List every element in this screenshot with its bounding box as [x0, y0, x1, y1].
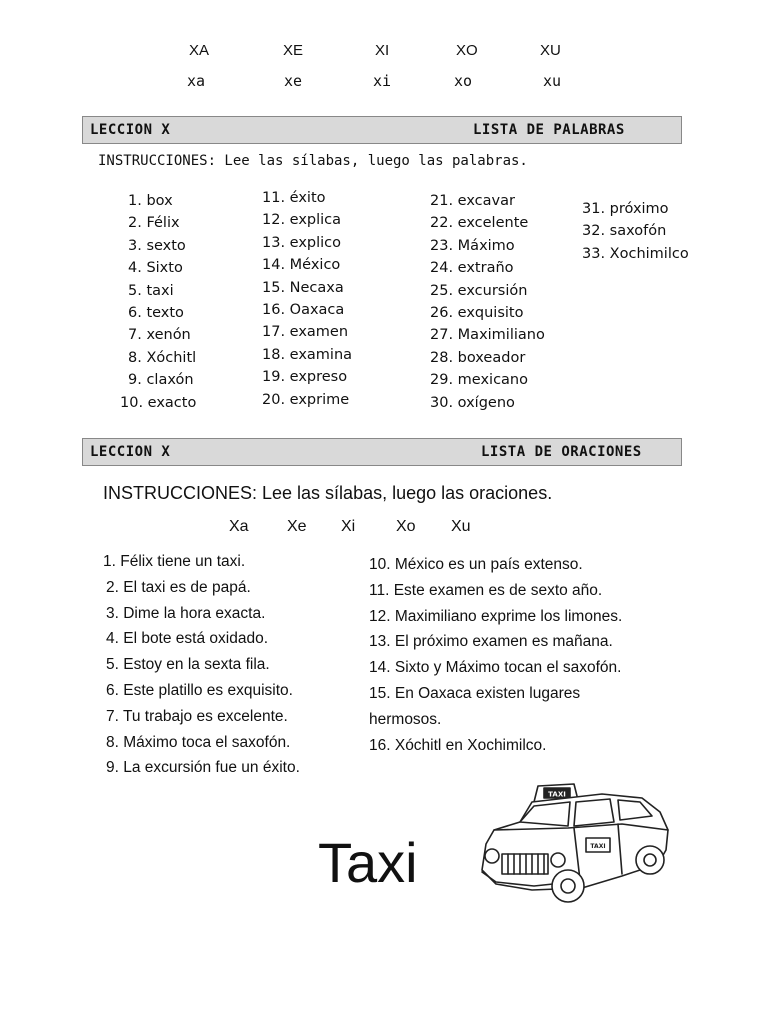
big-word-taxi: Taxi [318, 831, 418, 894]
sentence-item: 3. Dime la hora exacta. [106, 604, 266, 622]
syllable-lower-xa: xa [187, 72, 206, 90]
word-item: 15. Necaxa [262, 279, 344, 296]
sentence-item: 5. Estoy en la sexta fila. [106, 656, 270, 674]
word-item: 13. explico [262, 234, 342, 251]
syllable-xe: Xe [287, 518, 307, 535]
syllable-upper-xu: XU [540, 42, 561, 59]
word-item: 26. exquisito [430, 304, 524, 321]
word-column-4 [582, 198, 689, 265]
word-item: 21. excavar [430, 193, 515, 209]
word-item: 12. explica [262, 212, 342, 229]
taxi-illustration [472, 772, 692, 912]
sentence-item: 11. Este examen es de sexto año. [369, 581, 603, 599]
word-item: 31. próximo [582, 201, 669, 217]
words-instructions: INSTRUCCIONES: Lee las sílabas, luego las palabras. [98, 153, 528, 169]
syllable-upper-xe: XE [283, 42, 304, 59]
word-item: 28. boxeador [430, 349, 526, 366]
syllable-xo: Xo [396, 518, 416, 535]
syllable-xu: Xu [451, 518, 471, 535]
word-item: 23. Máximo [430, 237, 515, 254]
word-column-1 [120, 190, 196, 414]
lesson-words-title: LECCION X [90, 122, 171, 138]
word-column-2 [262, 187, 352, 411]
sentence-item: hermosos. [369, 710, 442, 728]
lesson-words-subtitle: LISTA DE PALABRAS [473, 122, 625, 138]
word-item: 30. oxígeno [430, 394, 515, 411]
lesson-words-banner [82, 116, 682, 144]
syllable-lower-xu: xu [543, 72, 562, 90]
sentence-item: 15. En Oaxaca existen lugares [369, 684, 581, 702]
sentence-item: 13. El próximo examen es mañana. [369, 633, 613, 651]
word-item: 22. excelente [430, 215, 529, 232]
syllable-upper-xa: XA [189, 42, 210, 59]
sentence-column-right [369, 552, 622, 758]
word-item: 20. exprime [262, 391, 350, 408]
syllable-lower-xe: xe [284, 72, 303, 90]
word-item: 9. claxón [128, 372, 194, 389]
syllable-upper-xo: XO [456, 42, 478, 59]
word-item: 7. xenón [128, 327, 191, 344]
word-item: 33. Xochimilco [582, 245, 689, 262]
word-item: 25. excursión [430, 282, 528, 299]
lesson-sentences-banner [82, 438, 682, 466]
taxi-door-sign: TAXI [590, 843, 606, 850]
sentence-item: 8. Máximo toca el saxofón. [106, 733, 291, 751]
word-item: 29. mexicano [430, 372, 528, 389]
sentence-item: 10. México es un país extenso. [369, 556, 583, 573]
word-item: 1. box [128, 193, 173, 209]
word-item: 6. texto [128, 304, 184, 321]
taxi-roof-sign: TAXI [548, 790, 566, 799]
word-item: 14. México [262, 257, 341, 274]
syllable-lower-xi: xi [373, 72, 392, 90]
word-item: 16. Oaxaca [262, 301, 345, 318]
syllable-xa: Xa [229, 518, 249, 535]
word-item: 8. Xóchitl [128, 349, 197, 366]
sentence-item: 14. Sixto y Máximo tocan el saxofón. [369, 659, 622, 677]
word-item: 5. taxi [128, 282, 174, 299]
sentence-item: 16. Xóchitl en Xochimilco. [369, 736, 547, 754]
word-item: 10. exacto [120, 394, 197, 411]
syllable-upper-xi: XI [375, 42, 390, 59]
sentence-item: 7. Tu trabajo es excelente. [106, 707, 288, 725]
word-item: 18. examina [262, 346, 353, 363]
sentence-item: 1. Félix tiene un taxi. [103, 553, 246, 570]
word-item: 3. sexto [128, 237, 186, 254]
word-column-3 [430, 190, 545, 414]
word-item: 19. expreso [262, 369, 348, 386]
sentences-instructions: INSTRUCCIONES: Lee las sílabas, luego las oraciones. [103, 483, 553, 503]
sentence-item: 9. La excursión fue un éxito. [106, 759, 300, 777]
lesson-sentences-subtitle: LISTA DE ORACIONES [481, 444, 642, 460]
word-item: 17. examen [262, 324, 349, 341]
word-item: 4. Sixto [128, 260, 183, 277]
syllable-lower-xo: xo [454, 72, 473, 90]
sentence-item: 4. El bote está oxidado. [106, 630, 269, 648]
lesson-sentences-title: LECCION X [90, 444, 171, 460]
word-item: 2. Félix [128, 215, 180, 232]
sentence-item: 6. Este platillo es exquisito. [106, 681, 293, 699]
syllable-xi: Xi [341, 518, 356, 535]
sentence-item: 2. El taxi es de papá. [106, 578, 251, 596]
sentence-item: 12. Maximiliano exprime los limones. [369, 607, 623, 625]
word-item: 27. Maximiliano [430, 327, 545, 344]
word-item: 11. éxito [262, 190, 326, 206]
word-item: 24. extraño [430, 260, 514, 277]
word-item: 32. saxofón [582, 223, 667, 240]
sentence-column-left [103, 549, 300, 781]
